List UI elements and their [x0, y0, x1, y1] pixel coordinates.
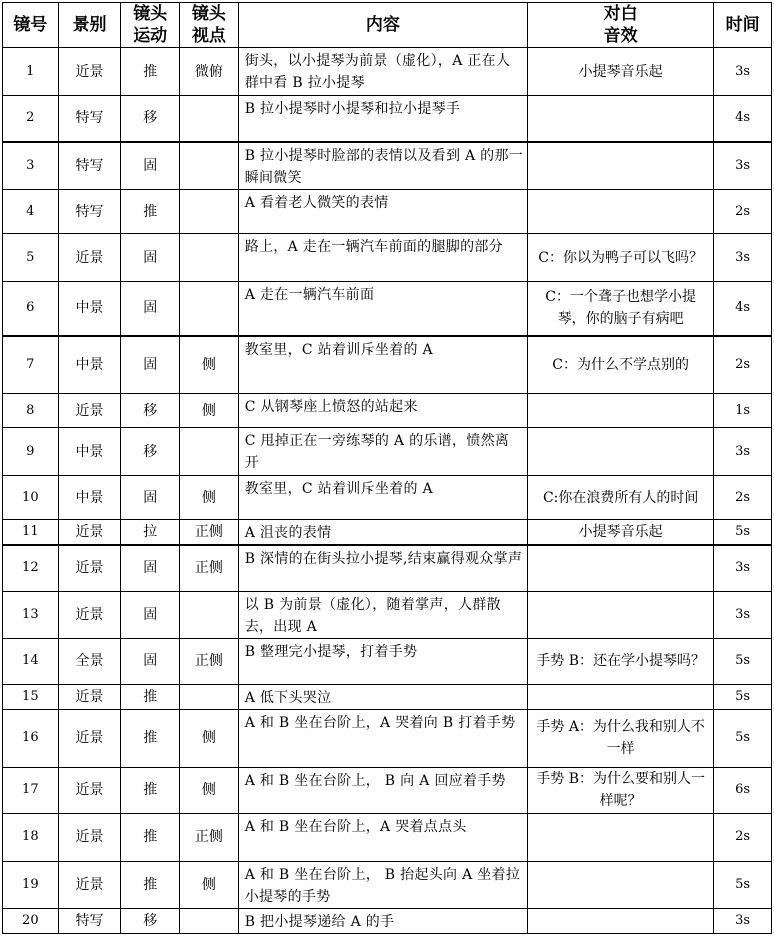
camera-motion: 移 [121, 394, 180, 428]
scene-type: 近景 [58, 813, 121, 861]
camera-view [180, 142, 239, 190]
scene-type: 近景 [58, 861, 121, 908]
dialog-sound: C：为什么不学点别的 [528, 336, 714, 394]
duration: 3s [714, 591, 772, 638]
camera-view [180, 234, 239, 282]
camera-view [180, 591, 239, 638]
shot-number: 18 [3, 813, 59, 861]
camera-motion: 拉 [121, 520, 180, 546]
header-motion: 镜头 运动 [121, 3, 180, 48]
shot-number: 8 [3, 394, 59, 428]
camera-motion: 推 [121, 709, 180, 767]
shot-content: A 和 B 坐在台阶上， B 向 A 回应着手势 [238, 767, 527, 813]
shot-content: B 拉小提琴时小提琴和拉小提琴手 [238, 96, 527, 142]
camera-motion: 推 [121, 813, 180, 861]
table-row [3, 709, 772, 767]
camera-motion: 推 [121, 767, 180, 813]
duration: 4s [714, 96, 772, 142]
shot-content: 以 B 为前景（虚化），随着掌声，人群散去，出现 A [238, 591, 527, 638]
camera-motion: 推 [121, 684, 180, 709]
table-row [3, 684, 772, 709]
dialog-sound: 手势 A：为什么我和别人不一样 [528, 709, 714, 767]
duration: 3s [714, 428, 772, 476]
shot-content: B 拉小提琴时脸部的表情以及看到 A 的那一瞬间微笑 [238, 142, 527, 190]
table-row [3, 234, 772, 282]
scene-type: 近景 [58, 767, 121, 813]
shot-content: B 深情的在街头拉小提琴,结束赢得观众掌声 [238, 545, 527, 591]
camera-motion: 固 [121, 234, 180, 282]
shot-number: 15 [3, 684, 59, 709]
dialog-sound [528, 591, 714, 638]
shot-content: A 和 B 坐在台阶上，A 哭着向 B 打着手势 [238, 709, 527, 767]
camera-view [180, 96, 239, 142]
camera-view: 侧 [180, 709, 239, 767]
table-row [3, 545, 772, 591]
camera-view [180, 190, 239, 234]
camera-view: 侧 [180, 394, 239, 428]
shot-content: C 甩掉正在一旁练琴的 A 的乐谱，愤然离开 [238, 428, 527, 476]
table-row [3, 861, 772, 908]
duration: 2s [714, 476, 772, 520]
table-row [3, 428, 772, 476]
shot-content: B 整理完小提琴，打着手势 [238, 638, 527, 684]
camera-view: 侧 [180, 767, 239, 813]
camera-motion: 固 [121, 142, 180, 190]
duration: 3s [714, 545, 772, 591]
table-row [3, 476, 772, 520]
camera-motion: 移 [121, 96, 180, 142]
shot-content: A 沮丧的表情 [238, 520, 527, 546]
dialog-sound [528, 142, 714, 190]
duration: 5s [714, 709, 772, 767]
table-row [3, 282, 772, 336]
dialog-sound: C:你在浪费所有人的时间 [528, 476, 714, 520]
camera-view: 侧 [180, 476, 239, 520]
shot-number: 6 [3, 282, 59, 336]
camera-motion: 推 [121, 48, 180, 96]
duration: 2s [714, 336, 772, 394]
duration: 3s [714, 234, 772, 282]
header-dialog: 对白 音效 [528, 3, 714, 48]
shot-number: 4 [3, 190, 59, 234]
duration: 1s [714, 394, 772, 428]
scene-type: 特写 [58, 142, 121, 190]
shot-content: A 低下头哭泣 [238, 684, 527, 709]
scene-type: 中景 [58, 428, 121, 476]
duration: 4s [714, 282, 772, 336]
shot-number: 19 [3, 861, 59, 908]
table-row [3, 813, 772, 861]
storyboard-table [2, 2, 772, 934]
dialog-sound [528, 861, 714, 908]
header-scene: 景别 [58, 3, 121, 48]
shot-content: C 从钢琴座上愤怒的站起来 [238, 394, 527, 428]
duration: 3s [714, 142, 772, 190]
scene-type: 近景 [58, 545, 121, 591]
camera-motion: 固 [121, 336, 180, 394]
scene-type: 近景 [58, 520, 121, 546]
camera-motion: 推 [121, 861, 180, 908]
camera-view [180, 282, 239, 336]
table-body [3, 48, 772, 934]
duration: 5s [714, 684, 772, 709]
header-content: 内容 [238, 3, 527, 48]
shot-number: 3 [3, 142, 59, 190]
table-row [3, 96, 772, 142]
duration: 5s [714, 520, 772, 546]
shot-content: 路上，A 走在一辆汽车前面的腿脚的部分 [238, 234, 527, 282]
scene-type: 全景 [58, 638, 121, 684]
camera-motion: 固 [121, 638, 180, 684]
camera-motion: 固 [121, 545, 180, 591]
dialog-sound [528, 394, 714, 428]
table-row [3, 142, 772, 190]
table-row [3, 591, 772, 638]
scene-type: 特写 [58, 190, 121, 234]
dialog-sound: C：你以为鸭子可以飞吗？ [528, 234, 714, 282]
duration: 2s [714, 190, 772, 234]
dialog-sound: 小提琴音乐起 [528, 520, 714, 546]
shot-content: 教室里，C 站着训斥坐着的 A [238, 476, 527, 520]
shot-content: A 和 B 坐在台阶上， B 抬起头向 A 坐着拉小提琴的手势 [238, 861, 527, 908]
camera-motion: 移 [121, 908, 180, 933]
shot-number: 16 [3, 709, 59, 767]
shot-number: 17 [3, 767, 59, 813]
header-shot: 镜号 [3, 3, 59, 48]
camera-view: 正侧 [180, 638, 239, 684]
duration: 5s [714, 861, 772, 908]
scene-type: 近景 [58, 591, 121, 638]
table-row [3, 48, 772, 96]
shot-content: A 看着老人微笑的表情 [238, 190, 527, 234]
shot-number: 14 [3, 638, 59, 684]
dialog-sound: C：一个聋子也想学小提琴，你的脑子有病吧 [528, 282, 714, 336]
scene-type: 中景 [58, 476, 121, 520]
scene-type: 中景 [58, 336, 121, 394]
duration: 3s [714, 48, 772, 96]
scene-type: 特写 [58, 96, 121, 142]
duration: 3s [714, 908, 772, 933]
scene-type: 近景 [58, 48, 121, 96]
header-time: 时间 [714, 3, 772, 48]
camera-motion: 移 [121, 428, 180, 476]
shot-number: 7 [3, 336, 59, 394]
dialog-sound: 手势 B：为什么要和别人一样呢？ [528, 767, 714, 813]
shot-number: 11 [3, 520, 59, 546]
scene-type: 近景 [58, 234, 121, 282]
shot-number: 2 [3, 96, 59, 142]
shot-content: 教室里，C 站着训斥坐着的 A [238, 336, 527, 394]
table-row [3, 336, 772, 394]
camera-view [180, 684, 239, 709]
shot-content: A 走在一辆汽车前面 [238, 282, 527, 336]
table-row [3, 394, 772, 428]
table-row [3, 767, 772, 813]
scene-type: 近景 [58, 684, 121, 709]
dialog-sound [528, 813, 714, 861]
table-row [3, 908, 772, 933]
camera-view: 正侧 [180, 545, 239, 591]
dialog-sound: 手势 B：还在学小提琴吗？ [528, 638, 714, 684]
camera-view [180, 908, 239, 933]
camera-motion: 固 [121, 591, 180, 638]
duration: 6s [714, 767, 772, 813]
dialog-sound [528, 428, 714, 476]
header-view: 镜头 视点 [180, 3, 239, 48]
shot-number: 12 [3, 545, 59, 591]
shot-number: 1 [3, 48, 59, 96]
camera-view: 正侧 [180, 813, 239, 861]
dialog-sound: 小提琴音乐起 [528, 48, 714, 96]
shot-content: B 把小提琴递给 A 的手 [238, 908, 527, 933]
camera-view: 正侧 [180, 520, 239, 546]
header-row [3, 3, 772, 48]
camera-view: 侧 [180, 861, 239, 908]
table-row [3, 638, 772, 684]
shot-content: 街头，以小提琴为前景（虚化），A 正在人群中看 B 拉小提琴 [238, 48, 527, 96]
scene-type: 近景 [58, 394, 121, 428]
dialog-sound [528, 908, 714, 933]
shot-number: 10 [3, 476, 59, 520]
scene-type: 中景 [58, 282, 121, 336]
camera-motion: 推 [121, 190, 180, 234]
shot-number: 9 [3, 428, 59, 476]
duration: 2s [714, 813, 772, 861]
table-row [3, 190, 772, 234]
camera-view [180, 428, 239, 476]
shot-number: 5 [3, 234, 59, 282]
table-row [3, 520, 772, 546]
scene-type: 近景 [58, 709, 121, 767]
shot-number: 13 [3, 591, 59, 638]
camera-motion: 固 [121, 282, 180, 336]
camera-view: 侧 [180, 336, 239, 394]
camera-view: 微俯 [180, 48, 239, 96]
camera-motion: 固 [121, 476, 180, 520]
dialog-sound [528, 545, 714, 591]
scene-type: 特写 [58, 908, 121, 933]
duration: 5s [714, 638, 772, 684]
shot-number: 20 [3, 908, 59, 933]
dialog-sound [528, 96, 714, 142]
shot-content: A 和 B 坐在台阶上，A 哭着点点头 [238, 813, 527, 861]
dialog-sound [528, 684, 714, 709]
dialog-sound [528, 190, 714, 234]
